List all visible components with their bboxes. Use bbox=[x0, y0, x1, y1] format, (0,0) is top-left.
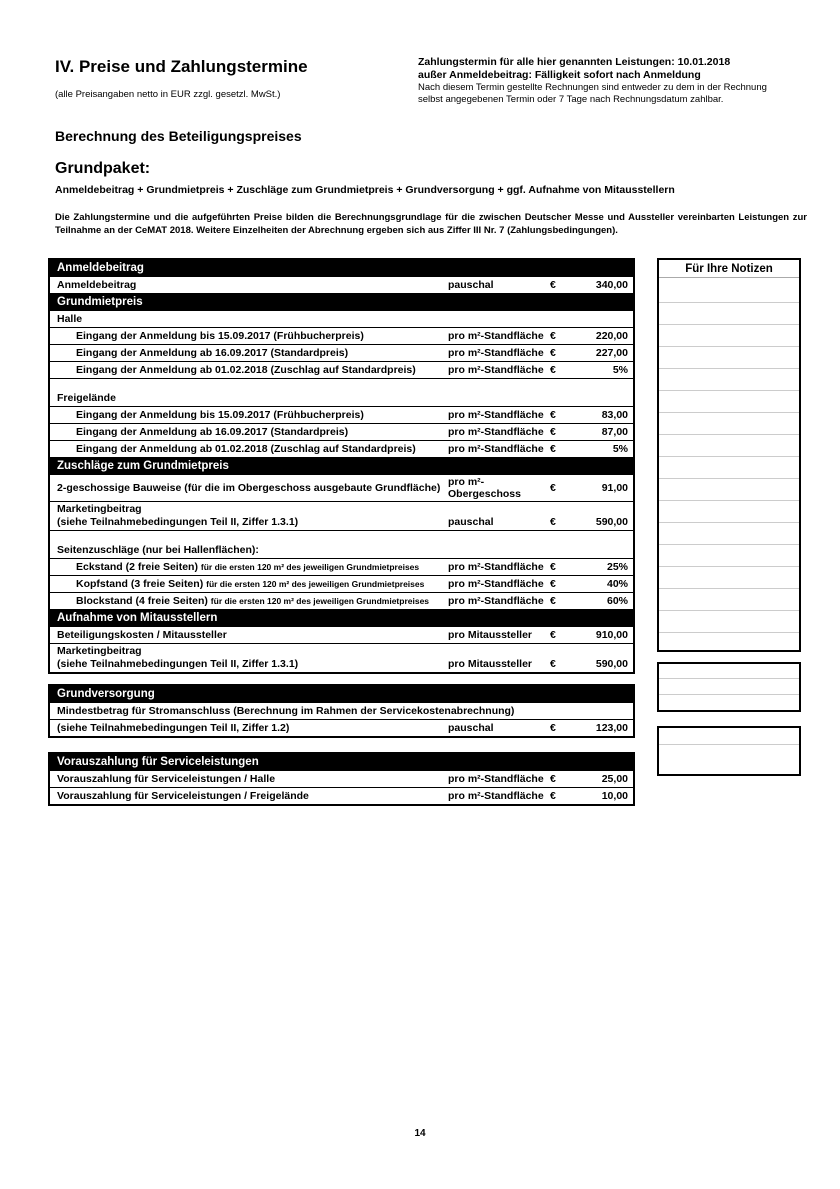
price-row-value: 25,00 bbox=[601, 773, 628, 785]
price-row-value: 91,00 bbox=[601, 482, 628, 494]
notes-title: Für Ihre Notizen bbox=[659, 260, 799, 278]
price-row-unit: pro m²-Standfläche bbox=[448, 364, 544, 376]
price-row-currency: € bbox=[550, 595, 556, 607]
price-row bbox=[50, 441, 633, 458]
price-row-label: Eingang der Anmeldung ab 16.09.2017 (Standardpreis) bbox=[76, 346, 349, 359]
notes-ruled-lines bbox=[659, 281, 799, 650]
notes-rule bbox=[659, 678, 799, 679]
price-row-value: 910,00 bbox=[595, 629, 628, 641]
price-row-unit: pro m²-Standfläche bbox=[448, 790, 544, 802]
price-row-label: Eingang der Anmeldung ab 01.02.2018 (Zuschlag auf Standardpreis) bbox=[76, 442, 416, 455]
section-bar-grundmietpreis: Grundmietpreis bbox=[50, 294, 633, 311]
price-row-unit: pauschal bbox=[448, 279, 494, 291]
price-row-value: 5% bbox=[612, 443, 628, 455]
price-row-unit: pro m²-Standfläche bbox=[448, 347, 544, 359]
price-row-unit: pro m²-Standfläche bbox=[448, 409, 544, 421]
price-row-label: Eingang der Anmeldung ab 01.02.2018 (Zuschlag auf Standardpreis) bbox=[76, 363, 416, 376]
price-row-currency: € bbox=[550, 773, 556, 785]
table-spacer bbox=[50, 379, 633, 390]
table-gap bbox=[48, 738, 635, 752]
price-row-unit: pauschal bbox=[448, 516, 494, 528]
price-row-label-main: Blockstand (4 freie Seiten) bbox=[76, 594, 208, 607]
section-bar-grundversorgung: Grundversorgung bbox=[50, 686, 633, 703]
price-row-label-line2: (siehe Teilnahmebedingungen Teil II, Ziffer 1.3.1) bbox=[57, 658, 299, 670]
price-row-currency: € bbox=[550, 330, 556, 342]
subhead-halle: Halle bbox=[50, 311, 633, 328]
section-bar-mitaussteller: Aufnahme von Mitausstellern bbox=[50, 610, 633, 627]
price-row bbox=[50, 424, 633, 441]
payment-notice-line2: außer Anmeldebeitrag: Fälligkeit sofort nach Anmeldung bbox=[418, 69, 701, 81]
price-row bbox=[50, 502, 633, 531]
price-row bbox=[50, 362, 633, 379]
price-row-label: Vorauszahlung für Serviceleistungen / Freigelände bbox=[57, 789, 309, 802]
grundpaket-formula: Anmeldebeitrag + Grundmietpreis + Zuschläge zum Grundmietpreis + Grundversorgung + ggf. Aufnahme von Mitausstellern bbox=[55, 184, 675, 196]
price-row-label-line1: Marketingbeitrag bbox=[57, 645, 142, 657]
intro-paragraph: Die Zahlungstermine und die aufgeführten Preise bilden die Berechnungsgrundlage für die zwischen Deutscher Messe und Aussteller vereinbarten Leistungen zur Teilnahme an der CeMAT 2018. Weitere Einzelheiten der Abrechnung ergeben sich aus Ziffer III Nr. 7 (Zahlungsbedingungen). bbox=[55, 212, 807, 236]
price-row-unit: pro m²-Standfläche bbox=[448, 330, 544, 342]
price-row-value: 220,00 bbox=[595, 330, 628, 342]
price-row-label bbox=[50, 645, 448, 671]
price-row-label-main: Kopfstand (3 freie Seiten) bbox=[76, 577, 204, 590]
price-row-currency: € bbox=[550, 364, 556, 376]
price-row-label: Beteiligungskosten / Mitaussteller bbox=[57, 628, 227, 641]
page-title: IV. Preise und Zahlungstermine bbox=[55, 57, 308, 76]
price-row-value: 10,00 bbox=[601, 790, 628, 802]
payment-notice bbox=[418, 56, 818, 106]
price-table-vorauszahlung bbox=[48, 752, 635, 806]
notes-box bbox=[657, 662, 801, 712]
subhead-freigelaende: Freigelände bbox=[50, 390, 633, 407]
calculation-heading: Berechnung des Beteiligungspreises bbox=[55, 128, 302, 144]
price-row-label: Mindestbetrag für Stromanschluss (Berechnung im Rahmen der Servicekostenabrechnung) bbox=[57, 704, 515, 717]
price-table-main bbox=[48, 258, 635, 674]
price-row-currency: € bbox=[550, 561, 556, 573]
price-row-unit: pauschal bbox=[448, 722, 494, 734]
price-row-unit: pro m²-Standfläche bbox=[448, 426, 544, 438]
price-row-currency: € bbox=[550, 347, 556, 359]
page-number: 14 bbox=[414, 1128, 426, 1139]
price-row-value: 60% bbox=[606, 595, 628, 607]
price-row-currency: € bbox=[550, 658, 556, 670]
price-row-value: 87,00 bbox=[601, 426, 628, 438]
subhead-seitenzuschlaege: Seitenzuschläge (nur bei Hallenflächen): bbox=[50, 542, 633, 559]
price-row-label bbox=[50, 595, 448, 608]
price-row-label-suffix: für die ersten 120 m² des jeweiligen Grundmietpreises bbox=[210, 595, 430, 606]
price-row-unit: pro m²-Obergeschoss bbox=[448, 476, 521, 500]
price-row-currency: € bbox=[550, 578, 556, 590]
price-row-unit: pro m²-Standfläche bbox=[448, 578, 544, 590]
price-row-label: Eingang der Anmeldung bis 15.09.2017 (Frühbucherpreis) bbox=[76, 408, 364, 421]
price-row-value: 123,00 bbox=[595, 722, 628, 734]
price-row-unit: pro m²-Standfläche bbox=[448, 773, 544, 785]
page-subtitle: (alle Preisangaben netto in EUR zzgl. gesetzl. MwSt.) bbox=[55, 89, 281, 100]
price-row-label bbox=[50, 561, 448, 574]
payment-notice-line4: selbst angegebenen Termin oder 7 Tage nach Rechnungsdatum zahlbar. bbox=[418, 94, 724, 105]
price-row-value: 590,00 bbox=[595, 658, 628, 670]
notes-box bbox=[657, 726, 801, 776]
grundpaket-title: Grundpaket: bbox=[55, 160, 151, 177]
price-row bbox=[50, 328, 633, 345]
price-row-label bbox=[50, 503, 448, 529]
price-row bbox=[50, 593, 633, 610]
price-table-column bbox=[48, 258, 635, 806]
table-spacer bbox=[50, 531, 633, 542]
price-row-label: 2-geschossige Bauweise (für die im Obergeschoss ausgebaute Grundfläche) bbox=[57, 481, 441, 494]
notes-box bbox=[657, 258, 801, 652]
price-row-label-suffix: für die ersten 120 m² des jeweiligen Grundmietpreises bbox=[200, 561, 420, 572]
section-bar-zuschlaege: Zuschläge zum Grundmietpreis bbox=[50, 458, 633, 475]
price-row-currency: € bbox=[550, 279, 556, 291]
price-row-value: 83,00 bbox=[601, 409, 628, 421]
price-row-value: 590,00 bbox=[595, 516, 628, 528]
price-row bbox=[50, 475, 633, 502]
payment-notice-line3: Nach diesem Termin gestellte Rechnungen sind entweder zu dem in der Rechnung bbox=[418, 82, 767, 93]
price-row bbox=[50, 703, 633, 720]
price-row-currency: € bbox=[550, 482, 556, 494]
price-row-unit: pro m²-Standfläche bbox=[448, 443, 544, 455]
price-row bbox=[50, 644, 633, 672]
price-row-label-main: Eckstand (2 freie Seiten) bbox=[76, 560, 198, 573]
notes-rule bbox=[659, 744, 799, 745]
price-row-label-line1: Marketingbeitrag bbox=[57, 503, 142, 515]
price-row bbox=[50, 559, 633, 576]
price-row-value: 25% bbox=[606, 561, 628, 573]
notes-column bbox=[657, 258, 801, 776]
notes-rule bbox=[659, 694, 799, 695]
price-row-unit: pro m²-Standfläche bbox=[448, 595, 544, 607]
price-row bbox=[50, 407, 633, 424]
price-row-currency: € bbox=[550, 722, 556, 734]
price-row-label-suffix: für die ersten 120 m² des jeweiligen Grundmietpreises bbox=[206, 578, 425, 589]
price-row-label bbox=[50, 578, 448, 591]
price-row-label: Anmeldebeitrag bbox=[57, 278, 137, 291]
price-row-value: 40% bbox=[606, 578, 628, 590]
table-gap bbox=[48, 674, 635, 684]
price-row bbox=[50, 771, 633, 788]
price-row-unit: pro m²-Standfläche bbox=[448, 561, 544, 573]
price-table-grundversorgung bbox=[48, 684, 635, 738]
price-row bbox=[50, 345, 633, 362]
price-row-value: 5% bbox=[612, 364, 628, 376]
price-row bbox=[50, 627, 633, 644]
payment-notice-line1: Zahlungstermin für alle hier genannten Leistungen: 10.01.2018 bbox=[418, 56, 731, 68]
price-row-value: 340,00 bbox=[595, 279, 628, 291]
price-row-label: Eingang der Anmeldung bis 15.09.2017 (Frühbucherpreis) bbox=[76, 329, 364, 342]
price-row bbox=[50, 576, 633, 593]
price-row-currency: € bbox=[550, 443, 556, 455]
price-row bbox=[50, 277, 633, 294]
price-row-currency: € bbox=[550, 516, 556, 528]
price-row-currency: € bbox=[550, 426, 556, 438]
price-row-currency: € bbox=[550, 790, 556, 802]
price-row-currency: € bbox=[550, 409, 556, 421]
price-row bbox=[50, 788, 633, 804]
price-row-label: Vorauszahlung für Serviceleistungen / Halle bbox=[57, 772, 276, 785]
price-row-unit: pro Mitaussteller bbox=[448, 658, 533, 670]
price-row-currency: € bbox=[550, 629, 556, 641]
section-bar-vorauszahlung: Vorauszahlung für Serviceleistungen bbox=[50, 754, 633, 771]
price-row-label-line2: (siehe Teilnahmebedingungen Teil II, Ziffer 1.3.1) bbox=[57, 516, 299, 528]
section-bar-anmeldebeitrag: Anmeldebeitrag bbox=[50, 260, 633, 277]
price-row-unit: pro Mitaussteller bbox=[448, 629, 533, 641]
price-row bbox=[50, 720, 633, 736]
price-row-value: 227,00 bbox=[595, 347, 628, 359]
price-row-label: Eingang der Anmeldung ab 16.09.2017 (Standardpreis) bbox=[76, 425, 349, 438]
price-row-label: (siehe Teilnahmebedingungen Teil II, Ziffer 1.2) bbox=[57, 721, 290, 734]
